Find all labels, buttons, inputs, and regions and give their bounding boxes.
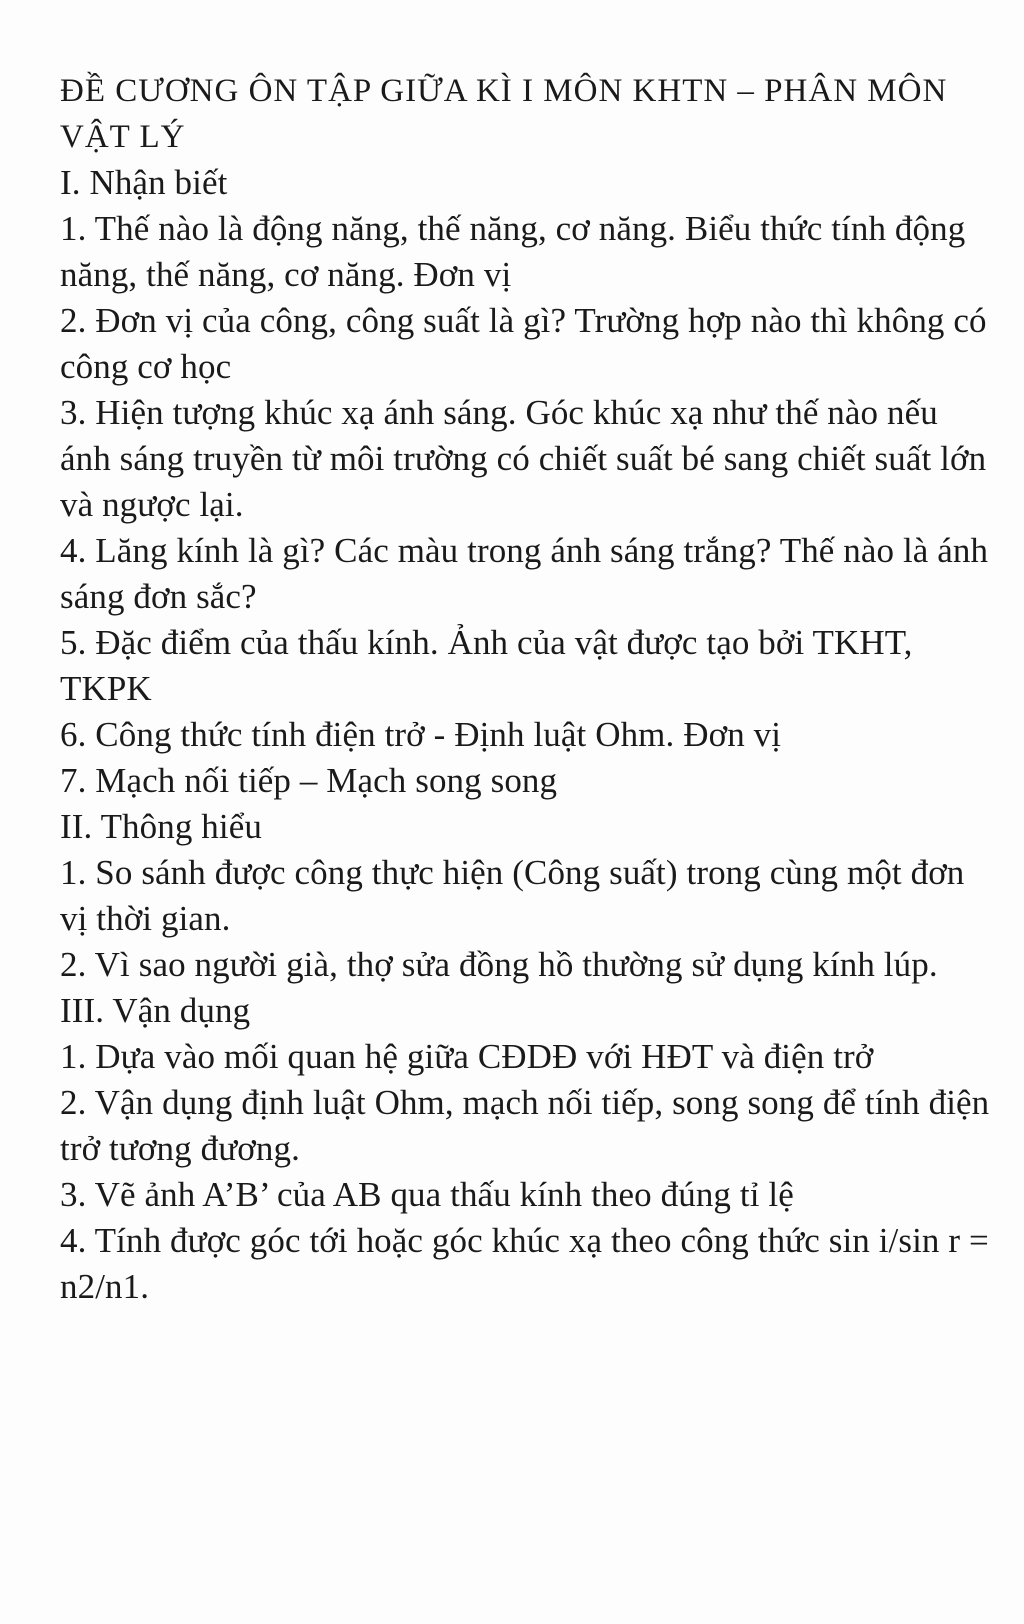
list-item: 7. Mạch nối tiếp – Mạch song song (60, 761, 558, 800)
list-item: 6. Công thức tính điện trở - Định luật Ohm. Đơn vị (60, 715, 782, 754)
list-item: 2. Vì sao người già, thợ sửa đồng hồ thường sử dụng kính lúp. (60, 945, 938, 984)
section-application (60, 988, 990, 1310)
document-body (60, 68, 990, 1310)
list-item: 1. Dựa vào mối quan hệ giữa CĐDĐ với HĐT và điện trở (60, 1037, 874, 1076)
list-item: 1. Thế nào là động năng, thế năng, cơ năng. Biểu thức tính động năng, thế năng, cơ năng. Đơn vị (60, 209, 966, 294)
list-item: 4. Lăng kính là gì? Các màu trong ánh sáng trắng? Thế nào là ánh sáng đơn sắc? (60, 531, 989, 616)
section-heading: I. Nhận biết (60, 163, 228, 202)
list-item: 3. Vẽ ảnh A’B’ của AB qua thấu kính theo đúng tỉ lệ (60, 1175, 794, 1214)
list-item: 1. So sánh được công thực hiện (Công suất) trong cùng một đơn vị thời gian. (60, 853, 965, 938)
section-heading: III. Vận dụng (60, 991, 251, 1030)
list-item: 4. Tính được góc tới hoặc góc khúc xạ theo công thức sin i/sin r = n2/n1. (60, 1221, 989, 1306)
document-title: ĐỀ CƯƠNG ÔN TẬP GIỮA KÌ I MÔN KHTN – PHÂN MÔN VẬT LÝ (60, 73, 948, 155)
list-item: 5. Đặc điểm của thấu kính. Ảnh của vật được tạo bởi TKHT, TKPK (60, 623, 913, 708)
section-recognition (60, 160, 990, 804)
section-heading: II. Thông hiểu (60, 807, 262, 846)
section-understanding (60, 804, 990, 988)
list-item: 3. Hiện tượng khúc xạ ánh sáng. Góc khúc xạ như thế nào nếu ánh sáng truyền từ môi trường có chiết suất bé sang chiết suất lớn và ngược lại. (60, 393, 987, 524)
list-item: 2. Vận dụng định luật Ohm, mạch nối tiếp, song song để tính điện trở tương đương. (60, 1083, 990, 1168)
list-item: 2. Đơn vị của công, công suất là gì? Trường hợp nào thì không có công cơ học (60, 301, 987, 386)
